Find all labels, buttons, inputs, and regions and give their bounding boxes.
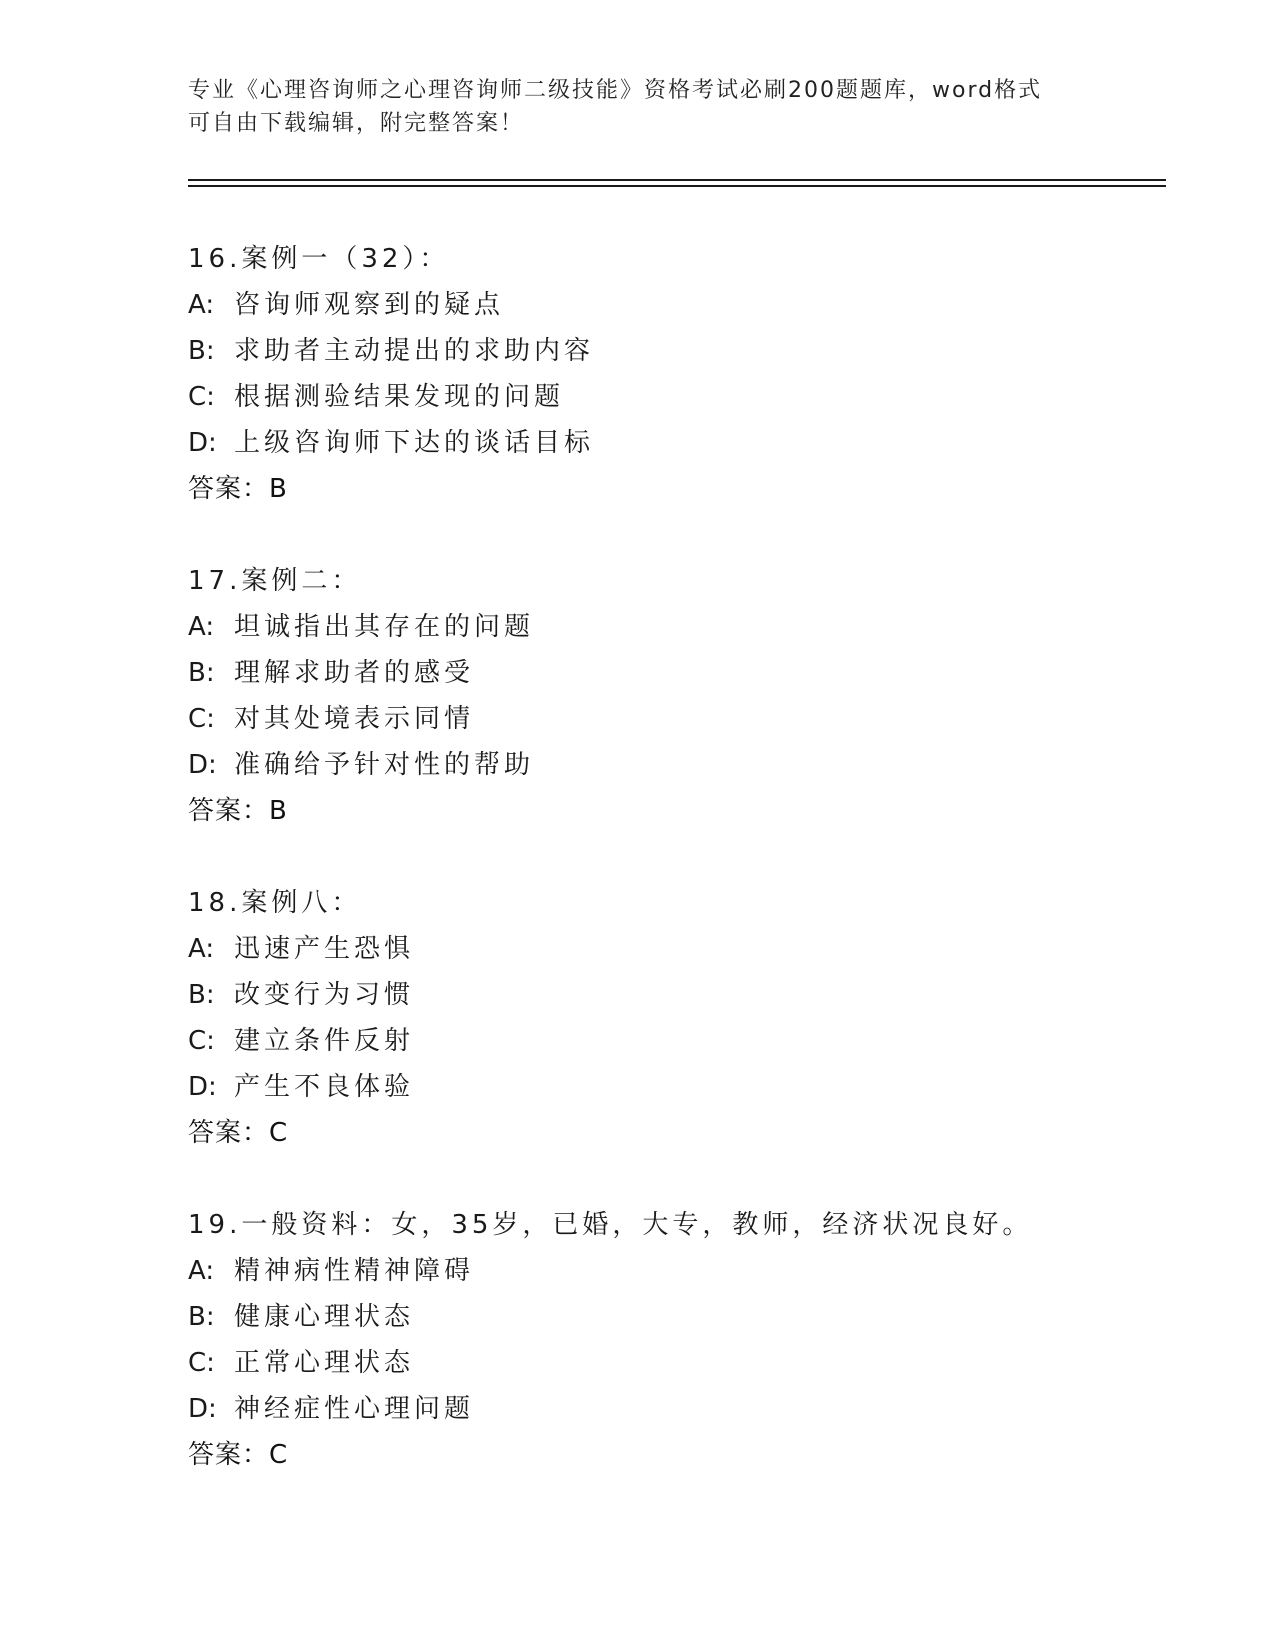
question-16: [188, 236, 1168, 512]
option-d: [188, 1064, 1168, 1110]
option-letter: B:: [188, 1302, 215, 1332]
option-text: 根据测验结果发现的问题: [234, 382, 565, 412]
option-c: [188, 696, 1168, 742]
option-b: [188, 1294, 1168, 1340]
option-letter: A:: [188, 934, 215, 964]
question-17: [188, 558, 1168, 834]
option-text: 坦诚指出其存在的问题: [234, 612, 535, 642]
option-a: [188, 282, 1168, 328]
option-letter: C:: [188, 704, 215, 734]
option-letter: B:: [188, 336, 215, 366]
option-letter: A:: [188, 1256, 215, 1286]
question-title: 18.案例八：: [188, 888, 362, 918]
option-a: [188, 604, 1168, 650]
option-text: 对其处境表示同情: [234, 704, 475, 734]
option-letter: B:: [188, 980, 215, 1010]
option-b: [188, 650, 1168, 696]
option-letter: C:: [188, 382, 215, 412]
answer-line: 答案：B: [188, 796, 288, 826]
option-text: 上级咨询师下达的谈话目标: [234, 428, 595, 458]
option-letter: D:: [188, 1394, 217, 1424]
answer-line: 答案：C: [188, 1440, 289, 1470]
option-a: [188, 1248, 1168, 1294]
answer-line: 答案：B: [188, 474, 288, 504]
option-text: 健康心理状态: [234, 1302, 415, 1332]
question-list: [188, 236, 1168, 1524]
option-d: [188, 420, 1168, 466]
option-text: 理解求助者的感受: [234, 658, 475, 688]
question-19: [188, 1202, 1168, 1478]
option-d: [188, 1386, 1168, 1432]
header-line-2: 可自由下载编辑，附完整答案！: [188, 111, 525, 136]
option-text: 咨询师观察到的疑点: [234, 290, 505, 320]
option-text: 改变行为习惯: [234, 980, 415, 1010]
option-letter: D:: [188, 428, 217, 458]
document-header: [188, 74, 1088, 140]
option-text: 精神病性精神障碍: [234, 1256, 475, 1286]
option-b: [188, 328, 1168, 374]
option-letter: A:: [188, 290, 215, 320]
option-b: [188, 972, 1168, 1018]
option-d: [188, 742, 1168, 788]
option-letter: C:: [188, 1026, 215, 1056]
option-letter: B:: [188, 658, 215, 688]
question-title: 19.一般资料：女，35岁，已婚，大专，教师，经济状况良好。: [188, 1210, 1033, 1240]
header-divider-top: [188, 179, 1166, 181]
option-text: 准确给予针对性的帮助: [234, 750, 535, 780]
answer-line: 答案：C: [188, 1118, 289, 1148]
question-title: 17.案例二：: [188, 566, 362, 596]
option-letter: C:: [188, 1348, 215, 1378]
option-a: [188, 926, 1168, 972]
option-letter: D:: [188, 750, 217, 780]
option-letter: A:: [188, 612, 215, 642]
option-text: 求助者主动提出的求助内容: [234, 336, 595, 366]
option-c: [188, 1018, 1168, 1064]
question-title: 16.案例一（32）：: [188, 244, 450, 274]
option-c: [188, 374, 1168, 420]
header-line-1: 专业《心理咨询师之心理咨询师二级技能》资格考试必刷200题题库，word格式: [188, 78, 1043, 103]
option-letter: D:: [188, 1072, 217, 1102]
question-18: [188, 880, 1168, 1156]
option-text: 产生不良体验: [234, 1072, 415, 1102]
option-text: 正常心理状态: [234, 1348, 415, 1378]
option-text: 迅速产生恐惧: [234, 934, 415, 964]
header-divider-bottom: [188, 185, 1166, 187]
option-text: 建立条件反射: [234, 1026, 415, 1056]
option-text: 神经症性心理问题: [234, 1394, 475, 1424]
option-c: [188, 1340, 1168, 1386]
